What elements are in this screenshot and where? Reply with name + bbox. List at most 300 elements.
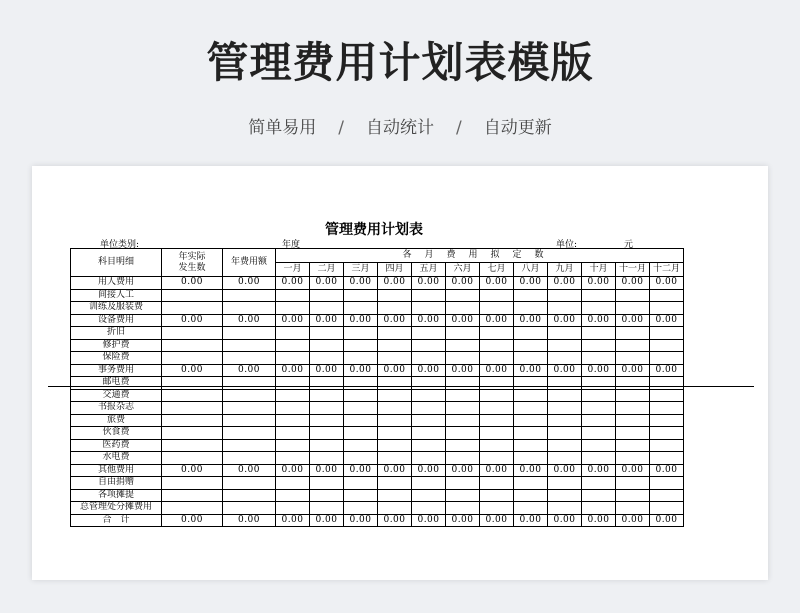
value-cell[interactable] — [548, 327, 582, 340]
value-cell[interactable] — [548, 289, 582, 302]
value-cell[interactable] — [412, 289, 446, 302]
value-cell[interactable]: 0.00 — [344, 464, 378, 477]
value-cell[interactable]: 0.00 — [616, 314, 650, 327]
value-cell[interactable] — [548, 427, 582, 440]
value-cell[interactable]: 0.00 — [548, 464, 582, 477]
value-cell[interactable] — [276, 439, 310, 452]
value-cell[interactable] — [223, 402, 276, 415]
value-cell[interactable] — [650, 339, 684, 352]
value-cell[interactable] — [514, 389, 548, 402]
value-cell[interactable] — [616, 502, 650, 515]
value-cell[interactable]: 0.00 — [582, 364, 616, 377]
value-cell[interactable] — [162, 489, 223, 502]
value-cell[interactable] — [310, 352, 344, 365]
value-cell[interactable] — [446, 439, 480, 452]
value-cell[interactable] — [514, 489, 548, 502]
value-cell[interactable] — [412, 502, 446, 515]
value-cell[interactable] — [223, 414, 276, 427]
value-cell[interactable] — [162, 502, 223, 515]
value-cell[interactable] — [582, 377, 616, 390]
value-cell[interactable] — [412, 427, 446, 440]
value-cell[interactable] — [480, 339, 514, 352]
value-cell[interactable] — [514, 352, 548, 365]
value-cell[interactable]: 0.00 — [514, 514, 548, 527]
value-cell[interactable] — [446, 477, 480, 490]
value-cell[interactable] — [616, 439, 650, 452]
value-cell[interactable] — [310, 327, 344, 340]
value-cell[interactable] — [344, 389, 378, 402]
value-cell[interactable] — [616, 352, 650, 365]
value-cell[interactable]: 0.00 — [616, 364, 650, 377]
value-cell[interactable] — [344, 439, 378, 452]
month-header: 二月 — [310, 263, 344, 277]
value-cell[interactable] — [650, 352, 684, 365]
row-label: 旅费 — [71, 414, 162, 427]
value-cell[interactable] — [446, 502, 480, 515]
value-cell[interactable]: 0.00 — [276, 364, 310, 377]
value-cell[interactable] — [480, 502, 514, 515]
value-cell[interactable] — [310, 402, 344, 415]
sheet-title: 管理费用计划表 — [325, 222, 423, 238]
value-cell[interactable] — [276, 402, 310, 415]
value-cell[interactable] — [310, 502, 344, 515]
row-label: 其他费用 — [71, 464, 162, 477]
value-cell[interactable] — [446, 452, 480, 465]
value-cell[interactable] — [276, 414, 310, 427]
value-cell[interactable]: 0.00 — [446, 314, 480, 327]
value-cell[interactable] — [514, 377, 548, 390]
value-cell[interactable] — [582, 502, 616, 515]
value-cell[interactable] — [582, 327, 616, 340]
value-cell[interactable] — [378, 302, 412, 315]
value-cell[interactable] — [446, 289, 480, 302]
value-cell[interactable] — [548, 352, 582, 365]
value-cell[interactable] — [276, 427, 310, 440]
value-cell[interactable]: 0.00 — [446, 514, 480, 527]
value-cell[interactable] — [582, 439, 616, 452]
value-cell[interactable]: 0.00 — [162, 314, 223, 327]
row-label: 各项摊提 — [71, 489, 162, 502]
value-cell[interactable] — [514, 414, 548, 427]
month-header: 三月 — [344, 263, 378, 277]
value-cell[interactable]: 0.00 — [310, 277, 344, 290]
value-cell[interactable] — [310, 489, 344, 502]
value-cell[interactable]: 0.00 — [412, 464, 446, 477]
header-plan: 各月费用拟定数 — [276, 249, 684, 263]
value-cell[interactable] — [582, 402, 616, 415]
value-cell[interactable] — [162, 427, 223, 440]
value-cell[interactable] — [162, 339, 223, 352]
value-cell[interactable] — [378, 414, 412, 427]
value-cell[interactable] — [480, 402, 514, 415]
value-cell[interactable] — [223, 302, 276, 315]
value-cell[interactable]: 0.00 — [412, 314, 446, 327]
value-cell[interactable] — [514, 302, 548, 315]
value-cell[interactable]: 0.00 — [446, 464, 480, 477]
value-cell[interactable] — [548, 402, 582, 415]
value-cell[interactable]: 0.00 — [650, 464, 684, 477]
value-cell[interactable] — [446, 352, 480, 365]
month-header: 八月 — [514, 263, 548, 277]
value-cell[interactable] — [378, 327, 412, 340]
value-cell[interactable] — [378, 402, 412, 415]
value-cell[interactable] — [344, 414, 378, 427]
value-cell[interactable] — [548, 502, 582, 515]
value-cell[interactable] — [582, 489, 616, 502]
value-cell[interactable] — [616, 414, 650, 427]
value-cell[interactable] — [446, 402, 480, 415]
value-cell[interactable] — [582, 452, 616, 465]
value-cell[interactable] — [378, 427, 412, 440]
value-cell[interactable] — [310, 427, 344, 440]
value-cell[interactable] — [412, 377, 446, 390]
value-cell[interactable]: 0.00 — [378, 277, 412, 290]
value-cell[interactable] — [650, 389, 684, 402]
value-cell[interactable] — [412, 439, 446, 452]
value-cell[interactable] — [514, 289, 548, 302]
value-cell[interactable]: 0.00 — [650, 364, 684, 377]
value-cell[interactable] — [412, 339, 446, 352]
value-cell[interactable] — [378, 339, 412, 352]
value-cell[interactable] — [650, 414, 684, 427]
value-cell[interactable] — [223, 389, 276, 402]
value-cell[interactable] — [310, 377, 344, 390]
month-header: 六月 — [446, 263, 480, 277]
value-cell[interactable] — [223, 339, 276, 352]
value-cell[interactable] — [548, 377, 582, 390]
value-cell[interactable]: 0.00 — [344, 277, 378, 290]
value-cell[interactable]: 0.00 — [548, 314, 582, 327]
value-cell[interactable] — [276, 352, 310, 365]
value-cell[interactable] — [446, 377, 480, 390]
value-cell[interactable] — [480, 489, 514, 502]
value-cell[interactable] — [223, 439, 276, 452]
value-cell[interactable]: 0.00 — [650, 314, 684, 327]
value-cell[interactable]: 0.00 — [582, 514, 616, 527]
value-cell[interactable] — [162, 289, 223, 302]
value-cell[interactable]: 0.00 — [162, 277, 223, 290]
value-cell[interactable] — [223, 289, 276, 302]
value-cell[interactable] — [276, 289, 310, 302]
value-cell[interactable] — [344, 289, 378, 302]
value-cell[interactable]: 0.00 — [276, 464, 310, 477]
value-cell[interactable] — [223, 427, 276, 440]
value-cell[interactable] — [378, 477, 412, 490]
value-cell[interactable] — [514, 327, 548, 340]
value-cell[interactable] — [514, 439, 548, 452]
table-row — [71, 439, 684, 452]
value-cell[interactable] — [616, 289, 650, 302]
value-cell[interactable] — [162, 452, 223, 465]
value-cell[interactable] — [514, 402, 548, 415]
table-row — [71, 389, 684, 402]
value-cell[interactable] — [548, 302, 582, 315]
value-cell[interactable] — [310, 477, 344, 490]
value-cell[interactable]: 0.00 — [344, 364, 378, 377]
value-cell[interactable]: 0.00 — [344, 514, 378, 527]
value-cell[interactable] — [548, 489, 582, 502]
value-cell[interactable]: 0.00 — [514, 464, 548, 477]
value-cell[interactable] — [446, 302, 480, 315]
value-cell[interactable] — [412, 352, 446, 365]
value-cell[interactable] — [616, 477, 650, 490]
value-cell[interactable]: 0.00 — [480, 464, 514, 477]
value-cell[interactable] — [412, 452, 446, 465]
value-cell[interactable] — [378, 489, 412, 502]
value-cell[interactable] — [548, 477, 582, 490]
value-cell[interactable] — [162, 377, 223, 390]
value-cell[interactable] — [344, 477, 378, 490]
value-cell[interactable]: 0.00 — [548, 364, 582, 377]
value-cell[interactable] — [310, 439, 344, 452]
value-cell[interactable] — [310, 302, 344, 315]
value-cell[interactable]: 0.00 — [412, 514, 446, 527]
value-cell[interactable] — [378, 352, 412, 365]
value-cell[interactable] — [344, 352, 378, 365]
value-cell[interactable] — [514, 452, 548, 465]
value-cell[interactable] — [412, 489, 446, 502]
value-cell[interactable] — [310, 289, 344, 302]
value-cell[interactable] — [276, 302, 310, 315]
value-cell[interactable] — [223, 502, 276, 515]
value-cell[interactable] — [514, 339, 548, 352]
value-cell[interactable]: 0.00 — [344, 314, 378, 327]
value-cell[interactable] — [412, 389, 446, 402]
value-cell[interactable] — [650, 489, 684, 502]
value-cell[interactable] — [650, 439, 684, 452]
value-cell[interactable] — [162, 389, 223, 402]
value-cell[interactable] — [616, 389, 650, 402]
value-cell[interactable] — [162, 302, 223, 315]
table-row — [71, 464, 684, 477]
tagline-item: 简单易用 — [248, 118, 317, 138]
value-cell[interactable] — [276, 377, 310, 390]
value-cell[interactable] — [223, 477, 276, 490]
value-cell[interactable] — [223, 377, 276, 390]
value-cell[interactable] — [548, 414, 582, 427]
value-cell[interactable] — [344, 377, 378, 390]
value-cell[interactable] — [616, 489, 650, 502]
tagline-item: 自动统计 — [366, 118, 434, 138]
value-cell[interactable]: 0.00 — [162, 364, 223, 377]
value-cell[interactable] — [378, 452, 412, 465]
value-cell[interactable] — [223, 489, 276, 502]
value-cell[interactable]: 0.00 — [616, 514, 650, 527]
value-cell[interactable]: 0.00 — [514, 277, 548, 290]
value-cell[interactable] — [276, 339, 310, 352]
value-cell[interactable] — [446, 339, 480, 352]
value-cell[interactable] — [548, 439, 582, 452]
value-cell[interactable] — [616, 327, 650, 340]
value-cell[interactable] — [162, 477, 223, 490]
value-cell[interactable] — [616, 427, 650, 440]
value-cell[interactable] — [276, 452, 310, 465]
value-cell[interactable]: 0.00 — [276, 514, 310, 527]
value-cell[interactable] — [162, 327, 223, 340]
table-row — [71, 377, 684, 390]
value-cell[interactable] — [616, 377, 650, 390]
value-cell[interactable]: 0.00 — [310, 314, 344, 327]
value-cell[interactable]: 0.00 — [223, 464, 276, 477]
value-cell[interactable]: 0.00 — [378, 514, 412, 527]
value-cell[interactable] — [480, 439, 514, 452]
value-cell[interactable]: 0.00 — [378, 364, 412, 377]
value-cell[interactable] — [446, 489, 480, 502]
value-cell[interactable] — [480, 452, 514, 465]
value-cell[interactable]: 0.00 — [162, 514, 223, 527]
value-cell[interactable] — [276, 389, 310, 402]
value-cell[interactable]: 0.00 — [310, 514, 344, 527]
value-cell[interactable] — [650, 327, 684, 340]
value-cell[interactable] — [480, 414, 514, 427]
value-cell[interactable] — [310, 389, 344, 402]
value-cell[interactable] — [412, 402, 446, 415]
value-cell[interactable]: 0.00 — [480, 314, 514, 327]
value-cell[interactable] — [480, 302, 514, 315]
value-cell[interactable] — [480, 352, 514, 365]
value-cell[interactable] — [344, 339, 378, 352]
value-cell[interactable]: 0.00 — [582, 314, 616, 327]
value-cell[interactable] — [378, 439, 412, 452]
row-label: 医药费 — [71, 439, 162, 452]
value-cell[interactable] — [650, 452, 684, 465]
value-cell[interactable] — [514, 427, 548, 440]
value-cell[interactable]: 0.00 — [480, 514, 514, 527]
value-cell[interactable]: 0.00 — [446, 364, 480, 377]
value-cell[interactable]: 0.00 — [223, 314, 276, 327]
table-row — [71, 489, 684, 502]
value-cell[interactable]: 0.00 — [480, 277, 514, 290]
value-cell[interactable] — [650, 427, 684, 440]
value-cell[interactable] — [344, 452, 378, 465]
value-cell[interactable] — [582, 352, 616, 365]
value-cell[interactable] — [650, 477, 684, 490]
value-cell[interactable] — [446, 427, 480, 440]
value-cell[interactable] — [480, 327, 514, 340]
value-cell[interactable] — [548, 452, 582, 465]
value-cell[interactable]: 0.00 — [276, 314, 310, 327]
spreadsheet-preview — [32, 166, 768, 580]
value-cell[interactable] — [162, 402, 223, 415]
value-cell[interactable] — [344, 327, 378, 340]
value-cell[interactable] — [616, 302, 650, 315]
value-cell[interactable] — [162, 414, 223, 427]
value-cell[interactable]: 0.00 — [223, 364, 276, 377]
value-cell[interactable] — [582, 389, 616, 402]
value-cell[interactable] — [378, 502, 412, 515]
value-cell[interactable]: 0.00 — [446, 277, 480, 290]
row-label: 保险费 — [71, 352, 162, 365]
value-cell[interactable] — [412, 477, 446, 490]
value-cell[interactable]: 0.00 — [412, 277, 446, 290]
value-cell[interactable] — [378, 389, 412, 402]
value-cell[interactable] — [582, 289, 616, 302]
value-cell[interactable] — [310, 414, 344, 427]
value-cell[interactable] — [514, 502, 548, 515]
value-cell[interactable]: 0.00 — [480, 364, 514, 377]
value-cell[interactable] — [378, 289, 412, 302]
value-cell[interactable] — [650, 402, 684, 415]
value-cell[interactable] — [276, 327, 310, 340]
value-cell[interactable] — [480, 477, 514, 490]
value-cell[interactable] — [162, 352, 223, 365]
value-cell[interactable] — [412, 414, 446, 427]
value-cell[interactable] — [223, 352, 276, 365]
value-cell[interactable] — [412, 302, 446, 315]
value-cell[interactable]: 0.00 — [582, 277, 616, 290]
value-cell[interactable] — [548, 339, 582, 352]
value-cell[interactable]: 0.00 — [223, 514, 276, 527]
value-cell[interactable]: 0.00 — [162, 464, 223, 477]
value-cell[interactable]: 0.00 — [378, 464, 412, 477]
value-cell[interactable]: 0.00 — [616, 464, 650, 477]
value-cell[interactable]: 0.00 — [378, 314, 412, 327]
value-cell[interactable] — [650, 302, 684, 315]
value-cell[interactable] — [378, 377, 412, 390]
value-cell[interactable]: 0.00 — [310, 464, 344, 477]
value-cell[interactable] — [344, 427, 378, 440]
value-cell[interactable] — [276, 502, 310, 515]
value-cell[interactable] — [344, 489, 378, 502]
value-cell[interactable]: 0.00 — [514, 364, 548, 377]
value-cell[interactable] — [616, 452, 650, 465]
value-cell[interactable] — [514, 477, 548, 490]
value-cell[interactable] — [412, 327, 446, 340]
value-cell[interactable] — [162, 439, 223, 452]
value-cell[interactable] — [616, 339, 650, 352]
value-cell[interactable]: 0.00 — [616, 277, 650, 290]
value-cell[interactable]: 0.00 — [223, 277, 276, 290]
value-cell[interactable] — [548, 389, 582, 402]
value-cell[interactable]: 0.00 — [582, 464, 616, 477]
value-cell[interactable] — [223, 452, 276, 465]
value-cell[interactable] — [310, 452, 344, 465]
value-cell[interactable] — [480, 389, 514, 402]
value-cell[interactable] — [582, 302, 616, 315]
value-cell[interactable] — [446, 389, 480, 402]
value-cell[interactable] — [650, 502, 684, 515]
value-cell[interactable] — [582, 339, 616, 352]
value-cell[interactable] — [276, 489, 310, 502]
value-cell[interactable]: 0.00 — [412, 364, 446, 377]
value-cell[interactable] — [223, 327, 276, 340]
value-cell[interactable]: 0.00 — [514, 314, 548, 327]
value-cell[interactable] — [650, 377, 684, 390]
value-cell[interactable] — [616, 402, 650, 415]
value-cell[interactable] — [344, 302, 378, 315]
value-cell[interactable] — [480, 427, 514, 440]
value-cell[interactable] — [276, 477, 310, 490]
value-cell[interactable] — [582, 414, 616, 427]
value-cell[interactable] — [480, 377, 514, 390]
value-cell[interactable] — [310, 339, 344, 352]
row-label: 设备费用 — [71, 314, 162, 327]
value-cell[interactable] — [582, 427, 616, 440]
value-cell[interactable] — [446, 327, 480, 340]
value-cell[interactable]: 0.00 — [548, 514, 582, 527]
value-cell[interactable]: 0.00 — [548, 277, 582, 290]
value-cell[interactable] — [480, 289, 514, 302]
value-cell[interactable]: 0.00 — [310, 364, 344, 377]
value-cell[interactable]: 0.00 — [276, 277, 310, 290]
value-cell[interactable] — [650, 289, 684, 302]
value-cell[interactable]: 0.00 — [650, 277, 684, 290]
value-cell[interactable] — [344, 402, 378, 415]
value-cell[interactable] — [344, 502, 378, 515]
value-cell[interactable]: 0.00 — [650, 514, 684, 527]
value-cell[interactable] — [582, 477, 616, 490]
value-cell[interactable] — [446, 414, 480, 427]
